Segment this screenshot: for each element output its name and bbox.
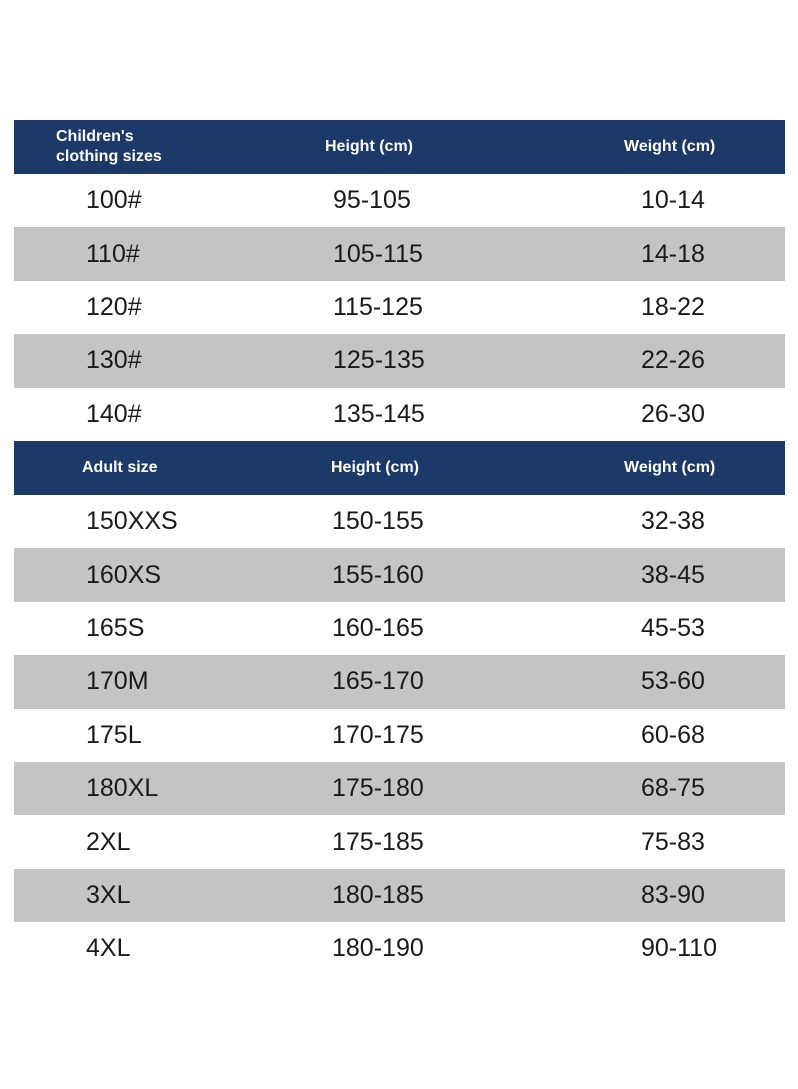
weight-cell: 22-26 [641, 346, 705, 375]
size-cell: 130# [86, 346, 142, 375]
size-cell: 3XL [86, 880, 131, 909]
table-row [14, 922, 785, 975]
weight-cell: 60-68 [641, 720, 705, 749]
size-cell: 110# [86, 239, 140, 268]
header-weight: Weight (cm) [624, 459, 716, 476]
height-cell: 150-155 [332, 507, 424, 536]
height-cell: 165-170 [332, 667, 424, 696]
height-cell: 115-125 [333, 292, 423, 321]
children-table-header [14, 120, 785, 174]
adult-size-table [14, 441, 785, 976]
size-cell: 100# [86, 186, 142, 215]
height-cell: 105-115 [333, 239, 423, 268]
height-cell: 180-190 [332, 934, 424, 963]
weight-cell: 83-90 [641, 880, 705, 909]
weight-cell: 90-110 [641, 934, 717, 963]
height-cell: 125-135 [333, 346, 425, 375]
size-cell: 165S [86, 613, 145, 642]
table-row [14, 815, 785, 868]
size-cell: 2XL [86, 827, 131, 856]
table-row [14, 869, 785, 922]
weight-cell: 45-53 [641, 613, 705, 642]
height-cell: 175-185 [332, 827, 424, 856]
size-cell: 120# [86, 292, 142, 321]
weight-cell: 68-75 [641, 774, 705, 803]
header-height: Height (cm) [325, 138, 413, 155]
height-cell: 170-175 [332, 720, 424, 749]
height-cell: 155-160 [332, 560, 424, 589]
height-cell: 95-105 [333, 186, 411, 215]
header-weight: Weight (cm) [624, 138, 716, 155]
size-cell: 175L [86, 720, 142, 749]
height-cell: 160-165 [332, 613, 424, 642]
adult-table-header [14, 441, 785, 495]
height-cell: 175-180 [332, 774, 424, 803]
weight-cell: 38-45 [641, 560, 705, 589]
weight-cell: 14-18 [641, 239, 705, 268]
size-cell: 4XL [86, 934, 131, 963]
size-cell: 140# [86, 399, 142, 428]
header-height: Height (cm) [331, 459, 419, 476]
height-cell: 180-185 [332, 880, 424, 909]
header-size: Children's clothing sizes [56, 128, 162, 165]
table-row [14, 227, 785, 280]
weight-cell: 10-14 [641, 186, 705, 215]
weight-cell: 75-83 [641, 827, 705, 856]
header-size: Adult size [82, 459, 158, 476]
size-cell: 170M [86, 667, 149, 696]
children-size-table [14, 120, 785, 441]
weight-cell: 32-38 [641, 507, 705, 536]
weight-cell: 26-30 [641, 399, 705, 428]
size-cell: 150XXS [86, 507, 178, 536]
table-row [14, 602, 785, 655]
table-row [14, 388, 785, 441]
size-cell: 160XS [86, 560, 162, 589]
table-row [14, 495, 785, 548]
table-row [14, 709, 785, 762]
table-row [14, 281, 785, 334]
table-row [14, 655, 785, 708]
height-cell: 135-145 [333, 399, 425, 428]
weight-cell: 53-60 [641, 667, 705, 696]
weight-cell: 18-22 [641, 292, 705, 321]
table-row [14, 334, 785, 387]
table-row [14, 174, 785, 227]
table-row [14, 762, 785, 815]
size-cell: 180XL [86, 774, 159, 803]
table-row [14, 548, 785, 601]
